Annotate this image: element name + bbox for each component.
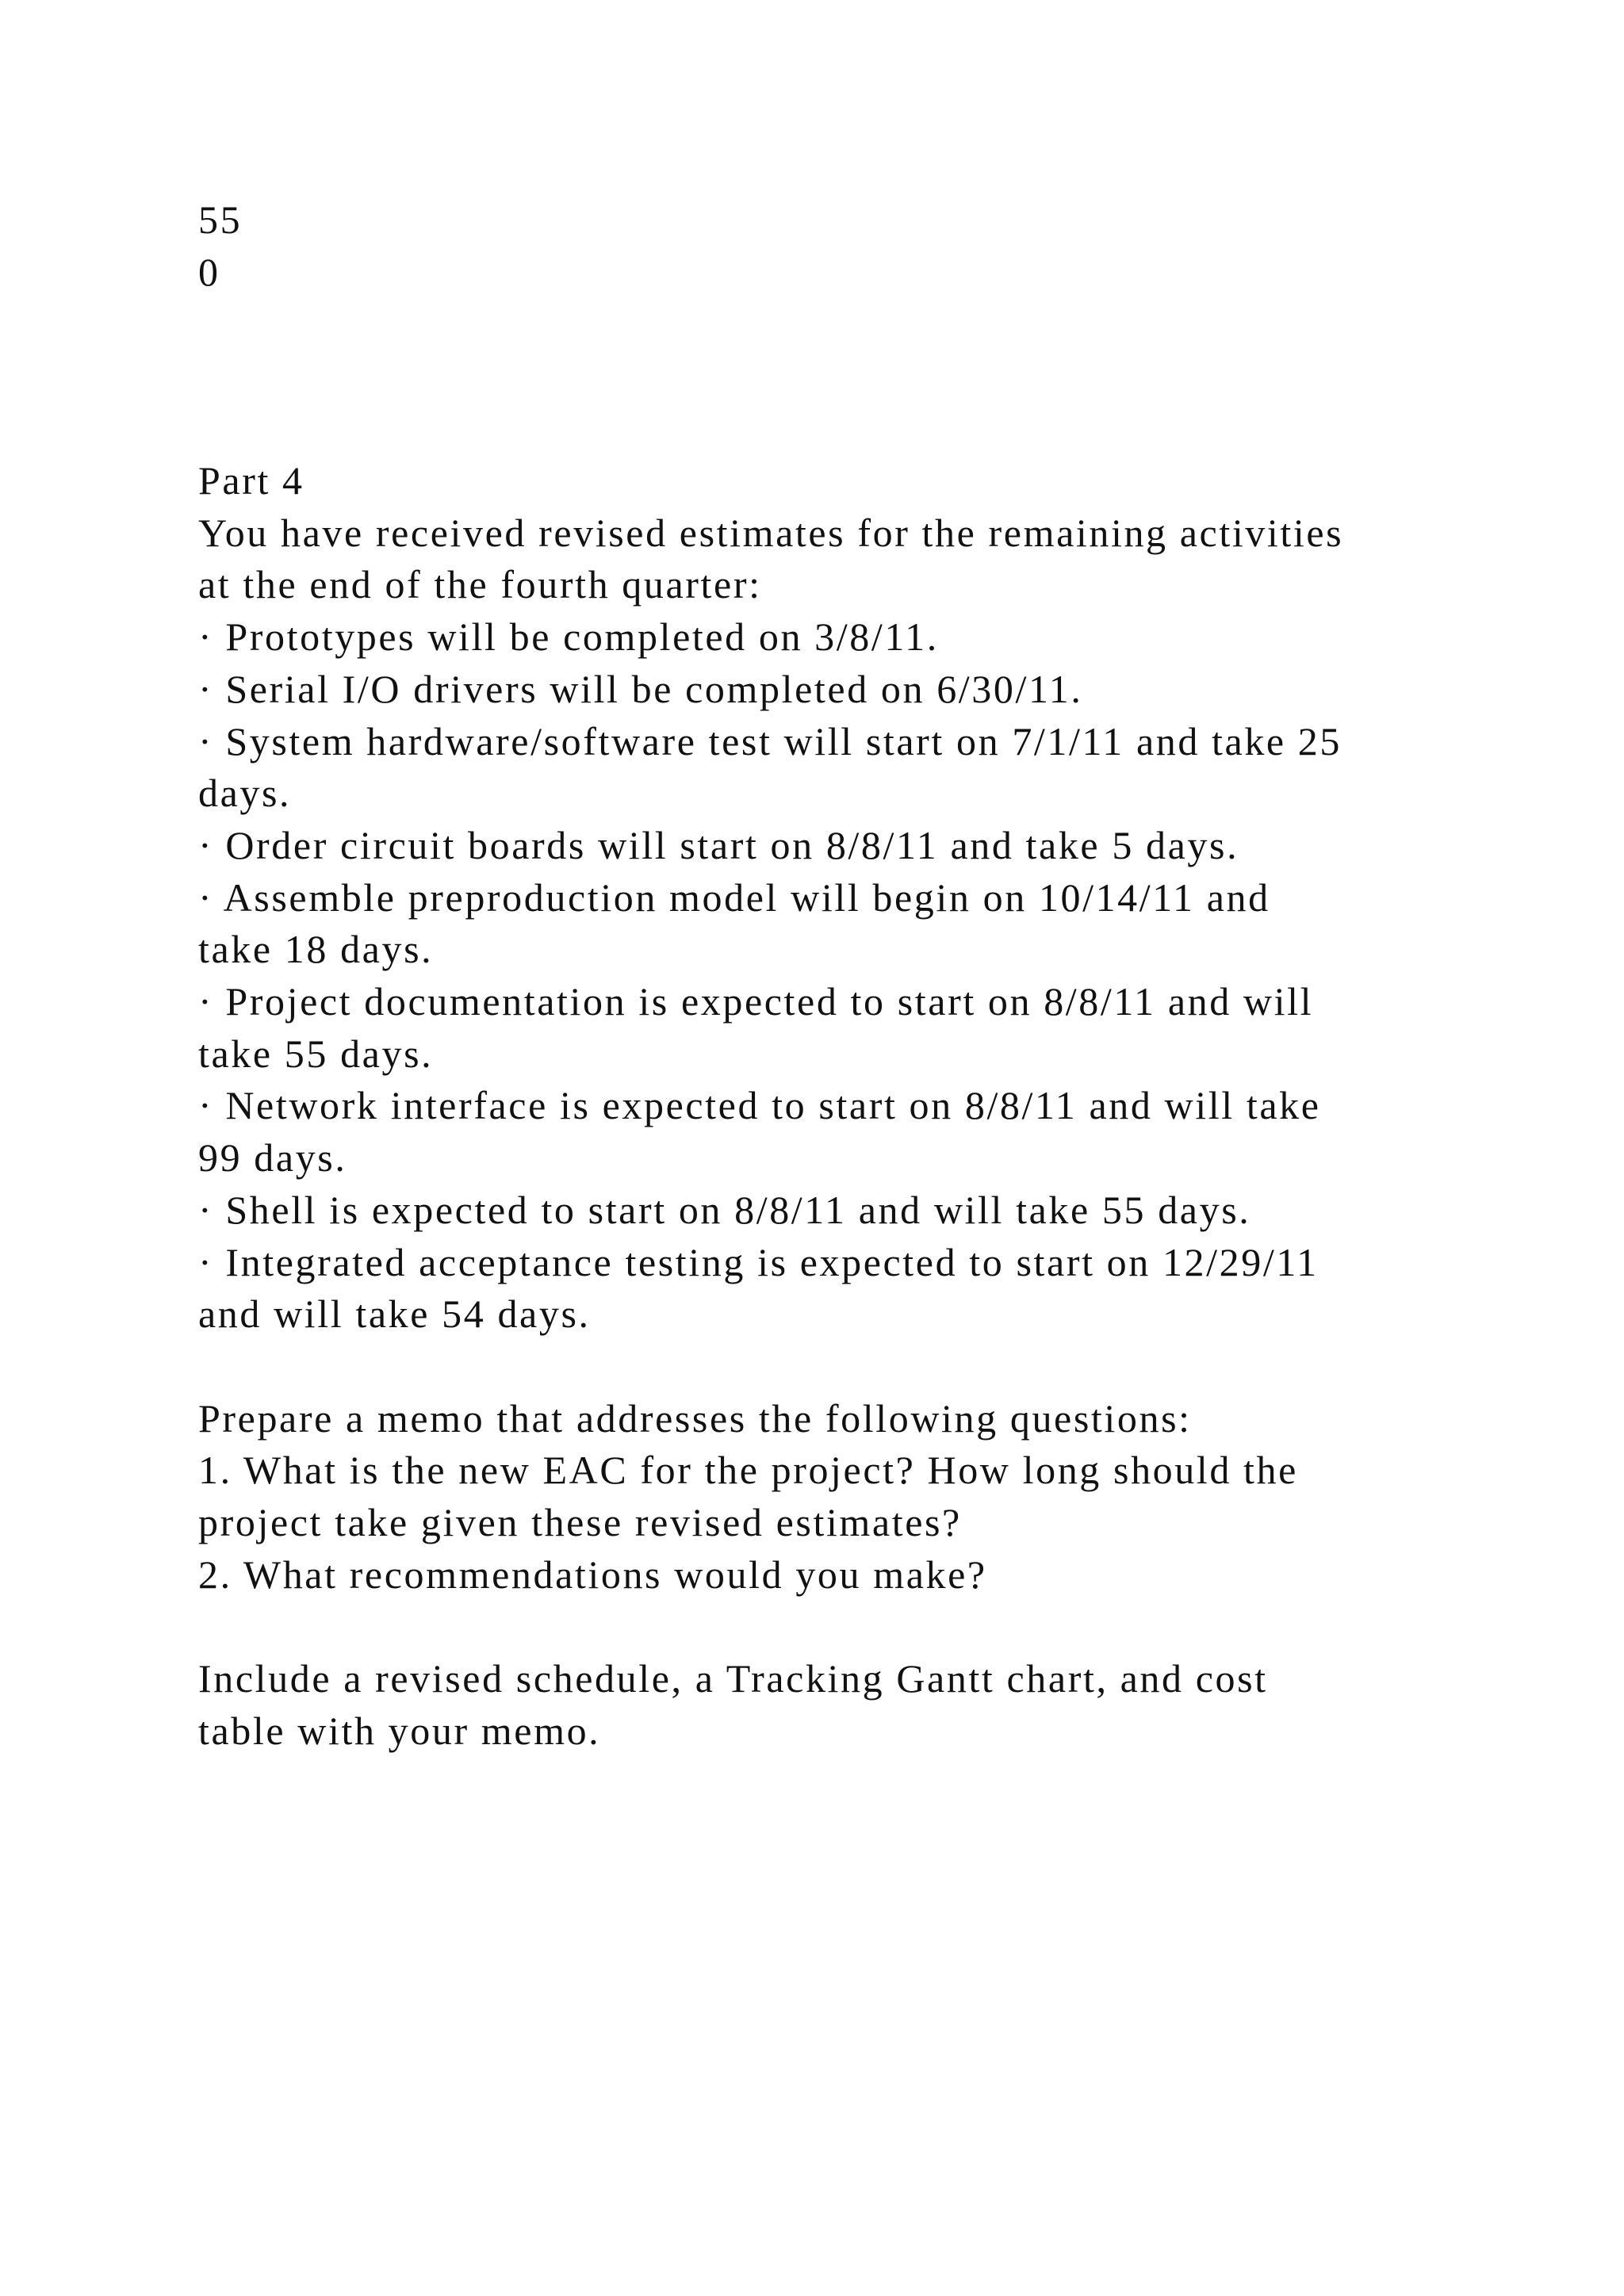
text-line: take 18 days. xyxy=(198,927,434,972)
text-line: You have received revised estimates for the remaining activities xyxy=(198,510,1344,555)
text-line: table with your memo. xyxy=(198,1708,601,1753)
blank-line xyxy=(198,1341,1467,1393)
list-item xyxy=(198,1080,1467,1184)
text-line: 2. What recommendations would you make? xyxy=(198,1552,987,1597)
text-line: project take given these revised estimates? xyxy=(198,1500,962,1545)
text-line: take 55 days. xyxy=(198,1031,434,1076)
text-line: · Shell is expected to start on 8/8/11 and will take 55 days. xyxy=(198,1187,1251,1232)
list-item xyxy=(198,611,1467,664)
number-line: 0 xyxy=(198,249,220,294)
list-item xyxy=(198,716,1467,820)
text-line: · Prototypes will be completed on 3/8/11. xyxy=(198,614,939,660)
intro-paragraph xyxy=(198,507,1467,611)
text-line: · Assemble preproduction model will begin on 10/14/11 and xyxy=(198,874,1270,920)
section-heading: Part 4 xyxy=(198,458,304,503)
list-item xyxy=(198,1184,1467,1237)
question-list xyxy=(198,1445,1467,1601)
list-item xyxy=(198,976,1467,1080)
number-line: 55 xyxy=(198,197,243,242)
text-line: · Serial I/O drivers will be completed on 6/30/11. xyxy=(198,666,1083,711)
list-item xyxy=(198,820,1467,872)
text-line: and will take 54 days. xyxy=(198,1292,591,1337)
list-item xyxy=(198,1237,1467,1341)
text-line: · Network interface is expected to start on 8/8/11 and will take xyxy=(198,1083,1321,1128)
part-section xyxy=(198,455,1467,1758)
text-line: 99 days. xyxy=(198,1135,347,1181)
text-line: Include a revised schedule, a Tracking Gantt chart, and cost xyxy=(198,1656,1268,1701)
text-line: 1. What is the new EAC for the project? How long should the xyxy=(198,1448,1298,1493)
blank-line xyxy=(198,1601,1467,1653)
text-line: days. xyxy=(198,771,292,816)
closing-paragraph xyxy=(198,1653,1467,1757)
memo-instruction: Prepare a memo that addresses the following questions: xyxy=(198,1395,1192,1441)
text-line: · Project documentation is expected to start on 8/8/11 and will xyxy=(198,979,1314,1024)
text-line: · Order circuit boards will start on 8/8/11 and take 5 days. xyxy=(198,822,1239,867)
text-line: · Integrated acceptance testing is expected to start on 12/29/11 xyxy=(198,1239,1319,1284)
text-line: at the end of the fourth quarter: xyxy=(198,562,762,607)
page-numbers xyxy=(198,194,1467,298)
list-item xyxy=(198,872,1467,976)
estimate-list xyxy=(198,611,1467,1341)
list-item xyxy=(198,1549,1467,1601)
text-line: · System hardware/software test will start on 7/1/11 and take 25 xyxy=(198,718,1342,763)
list-item xyxy=(198,664,1467,716)
list-item xyxy=(198,1445,1467,1548)
